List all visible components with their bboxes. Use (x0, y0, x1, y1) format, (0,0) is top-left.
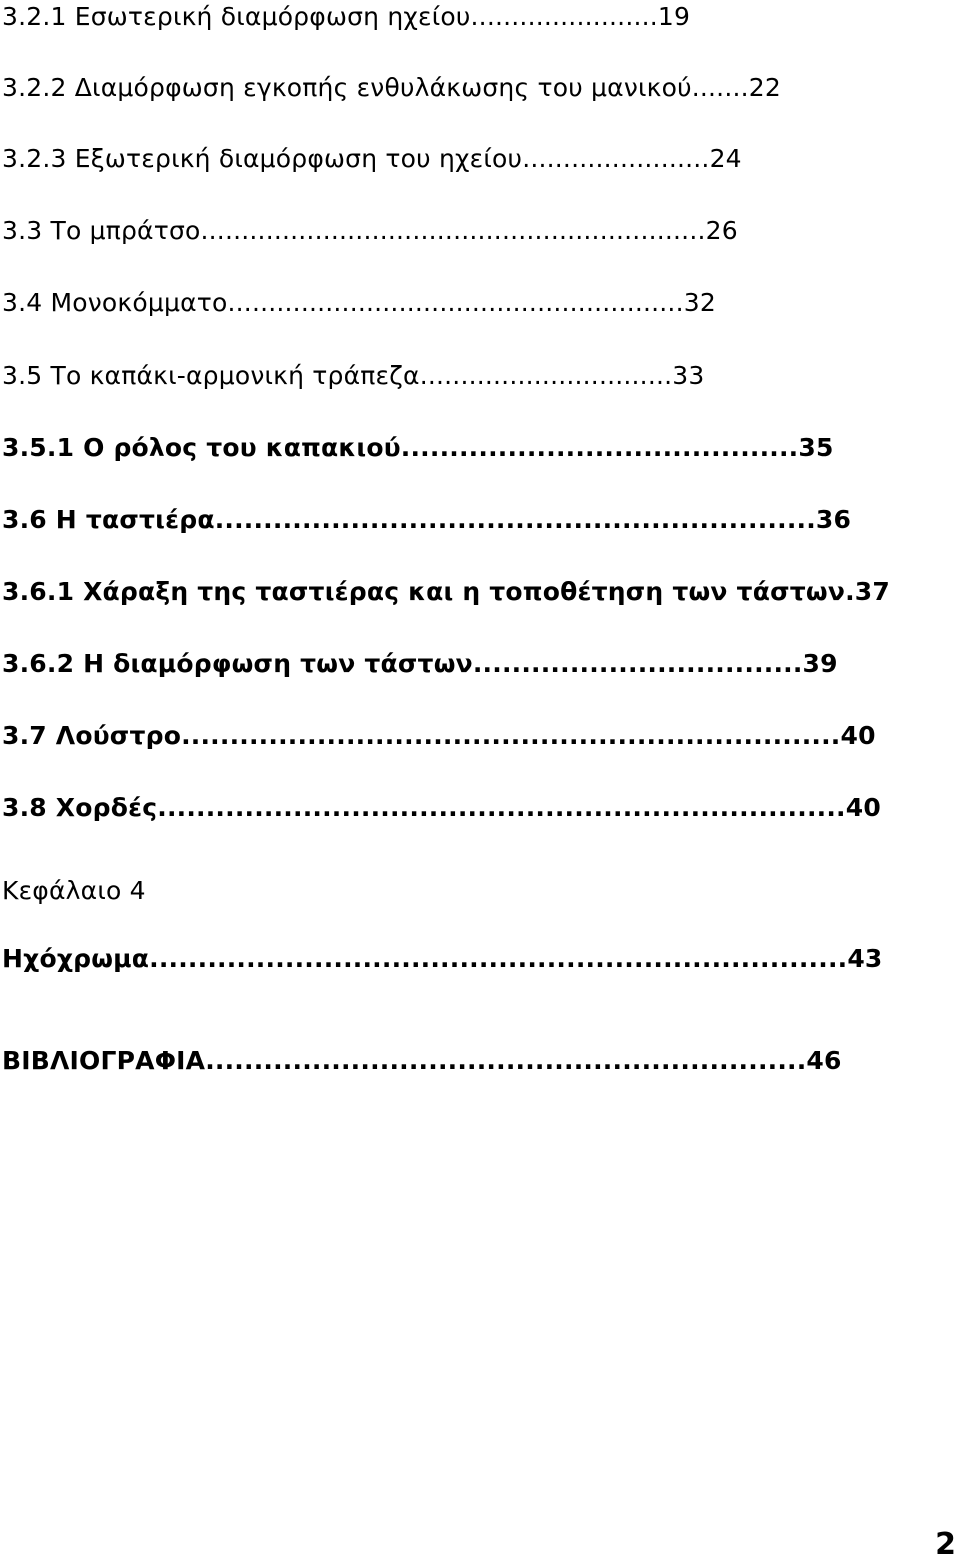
chapter-heading: Κεφάλαιο 4 (2, 876, 146, 905)
toc-entry: 3.6.1 Χάραξη της ταστιέρας και η τοποθέτηση των τάστων.37 (2, 577, 890, 606)
toc-entry: 3.6 Η ταστιέρα..............................................................36 (2, 505, 852, 534)
toc-entry: 3.2.2 Διαμόρφωση εγκοπής ενθυλάκωσης του μανικού.......22 (2, 73, 781, 102)
toc-entry: 3.2.3 Εξωτερική διαμόρφωση του ηχείου.......................24 (2, 144, 742, 173)
toc-entry: 3.5 Το καπάκι-αρμονική τράπεζα...............................33 (2, 361, 705, 390)
bibliography-entry: ΒΙΒΛΙΟΓΡΑΦΙΑ..............................................................46 (2, 1046, 842, 1075)
toc-entry: 3.8 Χορδές.......................................................................40 (2, 793, 881, 822)
toc-entry: Ηχόχρωμα........................................................................43 (2, 944, 883, 973)
page-number: 2 (935, 1527, 956, 1562)
toc-entry: 3.4 Μονοκόμματο........................................................32 (2, 288, 716, 317)
toc-entry: 3.2.1 Εσωτερική διαμόρφωση ηχείου.......................19 (2, 2, 691, 31)
toc-entry: 3.7 Λούστρο....................................................................40 (2, 721, 876, 750)
toc-entry: 3.6.2 Η διαμόρφωση των τάστων..................................39 (2, 649, 838, 678)
toc-entry: 3.3 Το μπράτσο..............................................................26 (2, 216, 738, 245)
toc-entry: 3.5.1 Ο ρόλος του καπακιού.........................................35 (2, 433, 834, 462)
